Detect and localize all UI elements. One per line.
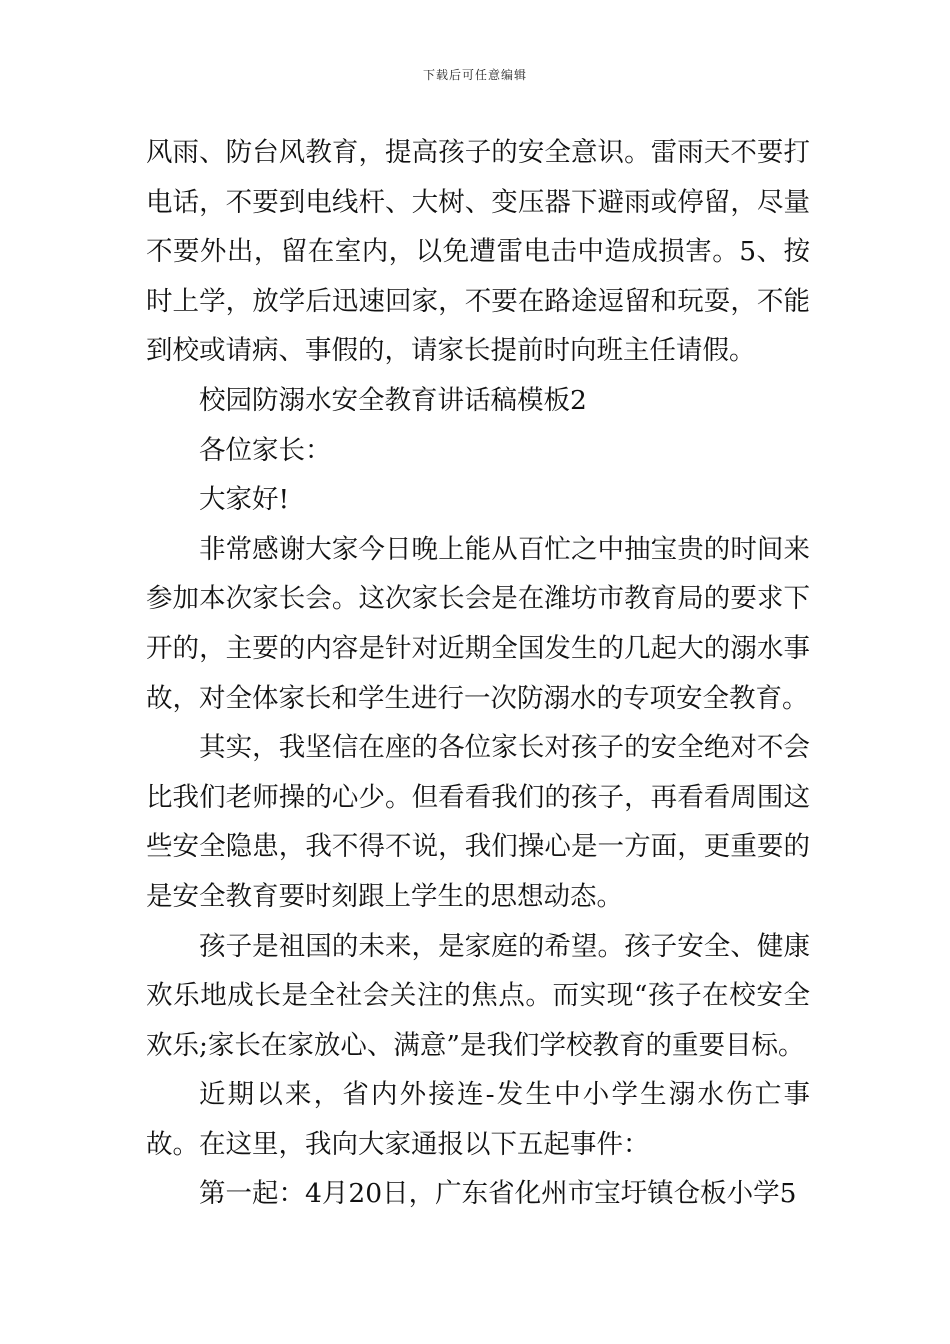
paragraph: 其实，我坚信在座的各位家长对孩子的安全绝对不会比我们老师操的心少。但看看我们的孩子，再看看周围这些安全隐患，我不得不说，我们操心是一方面，更重要的是安全教育要时刻跟上学生的思想动态。 xyxy=(146,732,810,912)
greeting: 大家好! xyxy=(199,484,290,516)
paragraph: 非常感谢大家今日晚上能从百忙之中抽宝贵的时间来参加本次家长会。这次家长会是在潍坊市教育局的要求下开的，主要的内容是针对近期全国发生的几起大的溺水事故，对全体家长和学生进行一次防溺水的专项安全教育。 xyxy=(146,533,810,714)
paragraph: 近期以来，省内外接连-发生中小学生溺水伤亡事故。在这里，我向大家通报以下五起事件： xyxy=(146,1079,810,1160)
document-body xyxy=(146,128,810,1219)
paragraph: 孩子是祖国的未来，是家庭的希望。孩子安全、健康欢乐地成长是全社会关注的焦点。而实现“孩子在校安全欢乐;家长在家放心、满意”是我们学校教育的重要目标。 xyxy=(146,930,810,1061)
section-title: 校园防溺水安全教育讲话稿模板2 xyxy=(199,384,587,416)
header-note: 下载后可任意编辑 xyxy=(422,68,527,82)
paragraph-continued: 风雨、防台风教育，提高孩子的安全意识。雷雨天不要打电话，不要到电线杆、大树、变压器下避雨或停留，尽量不要外出，留在室内，以免遭雷电击中造成损害。5、按时上学，放学后迅速回家，不要在路途逗留和玩耍，不能到校或请病、事假的，请家长提前时向班主任请假。 xyxy=(146,137,810,367)
salutation: 各位家长： xyxy=(199,434,332,466)
paragraph: 第一起：4月20日，广东省化州市宝圩镇仓板小学5 xyxy=(199,1178,797,1210)
